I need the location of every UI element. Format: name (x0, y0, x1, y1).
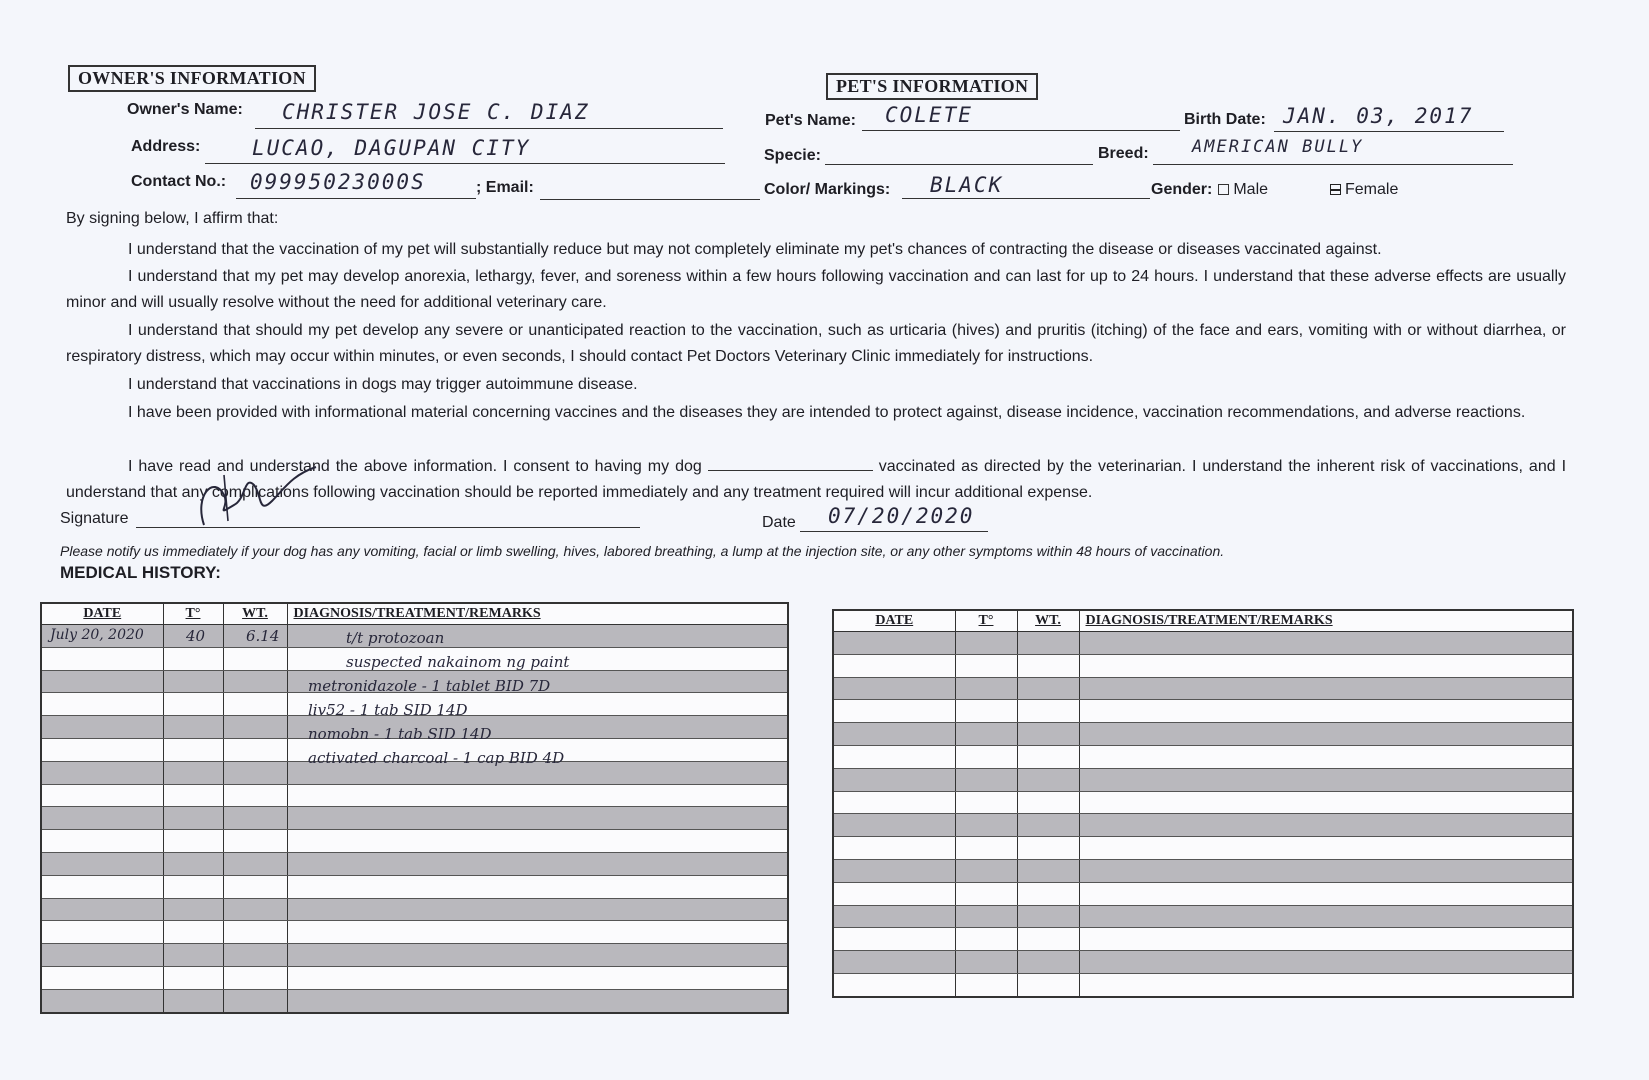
table-row (41, 830, 788, 853)
table-cell[interactable] (163, 898, 223, 921)
table-cell[interactable] (287, 784, 788, 807)
table-cell[interactable] (41, 944, 163, 967)
table-cell[interactable] (955, 768, 1017, 791)
table-row (833, 677, 1573, 700)
table-cell[interactable] (955, 677, 1017, 700)
table-cell[interactable] (223, 761, 287, 784)
entry-remark-1: t/t protozoan (346, 629, 445, 647)
table-cell[interactable] (41, 966, 163, 989)
table-row (833, 837, 1573, 860)
specie-label: Specie: (764, 147, 821, 164)
table-row (41, 852, 788, 875)
gender-female-checkbox[interactable] (1330, 184, 1341, 195)
table-cell[interactable] (833, 654, 955, 677)
table-row (41, 966, 788, 989)
table-cell[interactable] (1079, 951, 1573, 974)
table-cell[interactable] (955, 723, 1017, 746)
col-date: DATE (41, 603, 163, 625)
consent-p5: I have been provided with informational material concerning vaccines and the diseases they are intended to protect against, disease incidence, vaccination recommendations, and adverse reactions. (128, 404, 1526, 421)
table-cell[interactable] (223, 807, 287, 830)
entry-date: July 20, 2020 (50, 627, 144, 643)
table-cell[interactable] (163, 784, 223, 807)
entry-remark-5: nomobn - 1 tab SID 14D (308, 725, 492, 743)
table-cell[interactable] (1079, 654, 1573, 677)
table-cell[interactable] (955, 951, 1017, 974)
table-cell[interactable] (1017, 723, 1079, 746)
breed-line[interactable] (1153, 164, 1513, 165)
table-row (833, 951, 1573, 974)
col-date-right: DATE (833, 610, 955, 632)
table-cell[interactable] (955, 814, 1017, 837)
specie-line[interactable] (825, 164, 1093, 165)
table-cell[interactable] (223, 989, 287, 1012)
table-cell[interactable] (1079, 837, 1573, 860)
table-cell[interactable] (833, 882, 955, 905)
table-cell[interactable] (955, 700, 1017, 723)
table-cell[interactable] (223, 830, 287, 853)
table-cell[interactable] (955, 928, 1017, 951)
table-row (41, 875, 788, 898)
table-row (833, 882, 1573, 905)
table-cell[interactable] (955, 905, 1017, 928)
table-cell[interactable] (163, 807, 223, 830)
color-markings-label: Color/ Markings: (764, 181, 891, 198)
consent-p3: I understand that should my pet develop any severe or unanticipated reaction to the vaccination, such as urticaria (hives) and pruritis (itching) of the face and ears, vomiting with or without diarrhea, or respiratory distress, which may occur within minutes, or even seconds, I should contact Pet Doctors Veterinary Clinic immediately for instructions. (66, 322, 1566, 365)
table-cell[interactable] (833, 928, 955, 951)
pet-name-value: COLETE (885, 103, 973, 127)
table-cell[interactable] (223, 875, 287, 898)
table-cell[interactable] (223, 966, 287, 989)
signature-label: Signature (60, 510, 129, 527)
table-cell[interactable] (287, 966, 788, 989)
table-row (833, 632, 1573, 655)
birth-date-value: JAN. 03, 2017 (1283, 104, 1474, 128)
birth-date-label: Birth Date: (1184, 111, 1266, 128)
table-cell[interactable] (163, 716, 223, 739)
table-cell[interactable] (833, 632, 955, 655)
table-cell[interactable] (163, 670, 223, 693)
table-cell[interactable] (1017, 677, 1079, 700)
col-weight-right: WT. (1017, 610, 1079, 632)
medical-history-table-right (832, 609, 1574, 998)
entry-temp: 40 (186, 627, 206, 645)
pet-name-line[interactable] (862, 130, 1180, 131)
table-cell[interactable] (1017, 654, 1079, 677)
contact-value: 09995023000S (250, 170, 426, 194)
table-cell[interactable] (41, 989, 163, 1012)
gender-label: Gender: (1151, 181, 1213, 198)
table-cell[interactable] (833, 745, 955, 768)
consent-p6-a: I have read and understand the above information. I consent to having my dog (128, 458, 702, 475)
date-value: 07/20/2020 (828, 504, 975, 528)
table-cell[interactable] (287, 830, 788, 853)
breed-value: AMERICAN BULLY (1192, 137, 1364, 157)
address-line[interactable] (205, 163, 725, 164)
address-label: Address: (131, 138, 201, 155)
table-cell[interactable] (223, 921, 287, 944)
table-cell[interactable] (223, 738, 287, 761)
table-cell[interactable] (955, 882, 1017, 905)
table-cell[interactable] (287, 852, 788, 875)
table-cell[interactable] (163, 875, 223, 898)
table-cell[interactable] (287, 807, 788, 830)
table-cell[interactable] (833, 791, 955, 814)
dog-name-blank[interactable] (708, 456, 873, 471)
table-cell[interactable] (41, 738, 163, 761)
table-cell[interactable] (163, 830, 223, 853)
email-label: ; Email: (476, 179, 534, 196)
color-markings-line[interactable] (902, 198, 1150, 199)
table-cell[interactable] (1017, 973, 1079, 996)
table-cell[interactable] (1017, 905, 1079, 928)
entry-weight: 6.14 (246, 627, 280, 645)
table-cell[interactable] (223, 716, 287, 739)
pet-name-label: Pet's Name: (765, 112, 856, 129)
table-cell[interactable] (833, 859, 955, 882)
table-row (833, 723, 1573, 746)
owner-section-title: OWNER'S INFORMATION (68, 65, 316, 92)
col-temp: T° (163, 603, 223, 625)
table-cell[interactable] (1017, 837, 1079, 860)
table-cell[interactable] (223, 693, 287, 716)
table-cell[interactable] (833, 905, 955, 928)
table-cell[interactable] (163, 738, 223, 761)
table-cell[interactable] (1017, 814, 1079, 837)
table-cell[interactable] (163, 647, 223, 670)
table-row (833, 859, 1573, 882)
table-cell[interactable] (1079, 928, 1573, 951)
gender-female-label: Female (1345, 181, 1399, 198)
color-markings-value: BLACK (930, 173, 1004, 197)
table-cell[interactable] (1079, 859, 1573, 882)
table-cell[interactable] (955, 745, 1017, 768)
table-cell[interactable] (163, 761, 223, 784)
table-cell[interactable] (1017, 928, 1079, 951)
table-cell[interactable] (955, 837, 1017, 860)
table-cell[interactable] (41, 716, 163, 739)
pet-section-title: PET'S INFORMATION (826, 73, 1038, 100)
table-cell[interactable] (223, 670, 287, 693)
table-row (833, 928, 1573, 951)
col-temp-right: T° (955, 610, 1017, 632)
table-cell[interactable] (41, 898, 163, 921)
col-weight: WT. (223, 603, 287, 625)
signature-scribble (184, 455, 324, 535)
table-cell[interactable] (287, 944, 788, 967)
table-row (833, 745, 1573, 768)
consent-p2: I understand that my pet may develop anorexia, lethargy, fever, and soreness within a few hours following vaccination and can last for up to 24 hours. I understand that these adverse effects are usually minor and will usually resolve without the need for additional veterinary care. (66, 268, 1566, 311)
table-cell[interactable] (833, 723, 955, 746)
table-cell[interactable] (1079, 814, 1573, 837)
consent-p4: I understand that vaccinations in dogs may trigger autoimmune disease. (128, 376, 638, 393)
table-cell[interactable] (1079, 905, 1573, 928)
gender-male-label: Male (1233, 181, 1269, 198)
table-cell[interactable] (223, 852, 287, 875)
table-cell[interactable] (163, 989, 223, 1012)
address-value: LUCAO, DAGUPAN CITY (252, 136, 531, 160)
table-cell[interactable] (41, 807, 163, 830)
table-cell[interactable] (1017, 700, 1079, 723)
table-cell[interactable] (833, 677, 955, 700)
table-cell[interactable] (287, 989, 788, 1012)
table-cell[interactable] (833, 768, 955, 791)
table-cell[interactable] (1079, 700, 1573, 723)
table-cell[interactable] (41, 784, 163, 807)
table-cell[interactable] (1079, 882, 1573, 905)
table-cell[interactable] (833, 973, 955, 996)
table-cell[interactable] (833, 700, 955, 723)
table-cell[interactable] (955, 859, 1017, 882)
table-row (833, 654, 1573, 677)
table-cell[interactable] (1017, 882, 1079, 905)
table-cell[interactable] (287, 875, 788, 898)
consent-p1: I understand that the vaccination of my pet will substantially reduce but may not completely eliminate my pet's chances of contracting the disease or diseases vaccinated against. (128, 241, 1382, 258)
table-cell[interactable] (41, 875, 163, 898)
entry-remark-4: liv52 - 1 tab SID 14D (308, 701, 468, 719)
table-cell[interactable] (287, 921, 788, 944)
breed-label: Breed: (1098, 145, 1149, 162)
table-row (833, 905, 1573, 928)
table-row (833, 791, 1573, 814)
table-cell[interactable] (41, 852, 163, 875)
col-remarks-right: DIAGNOSIS/TREATMENT/REMARKS (1079, 610, 1573, 632)
table-cell[interactable] (41, 830, 163, 853)
table-row (41, 784, 788, 807)
table-cell[interactable] (1017, 632, 1079, 655)
table-cell[interactable] (1079, 791, 1573, 814)
table-cell[interactable] (833, 837, 955, 860)
owner-name-label: Owner's Name: (127, 101, 243, 118)
table-cell[interactable] (41, 670, 163, 693)
table-cell[interactable] (163, 693, 223, 716)
gender-male-checkbox[interactable] (1218, 184, 1229, 195)
table-cell[interactable] (1017, 791, 1079, 814)
col-remarks: DIAGNOSIS/TREATMENT/REMARKS (287, 603, 788, 625)
gender-field (1151, 181, 1268, 199)
table-cell[interactable] (955, 654, 1017, 677)
gender-female-field (1330, 181, 1398, 199)
table-cell[interactable] (1017, 951, 1079, 974)
table-cell[interactable] (287, 898, 788, 921)
medical-history-title: MEDICAL HISTORY: (60, 563, 221, 582)
entry-remark-3: metronidazole - 1 tablet BID 7D (308, 677, 551, 695)
table-cell[interactable] (1079, 632, 1573, 655)
table-cell[interactable] (163, 944, 223, 967)
table-cell[interactable] (955, 791, 1017, 814)
owner-name-value: CHRISTER JOSE C. DIAZ (282, 100, 590, 124)
table-cell[interactable] (833, 951, 955, 974)
table-cell[interactable] (163, 966, 223, 989)
table-cell[interactable] (833, 814, 955, 837)
consent-p6-b: vaccinated as directed by the veterinarian. I understand the inherent risk of vaccinations, and I understand that any complications following vaccination should be reported immediately and any treatment required will incur additional expense. (66, 458, 1567, 501)
table-cell[interactable] (955, 632, 1017, 655)
table-cell[interactable] (1079, 723, 1573, 746)
vaccination-notice: Please notify us immediately if your dog has any vomiting, facial or limb swelling, hives, labored breathing, a lump at the injection site, or any other symptoms within 48 hours of vaccination. (60, 543, 1225, 559)
table-row (833, 973, 1573, 996)
table-cell[interactable] (163, 921, 223, 944)
table-row (41, 807, 788, 830)
table-row (41, 921, 788, 944)
contact-line[interactable] (236, 198, 476, 199)
table-cell[interactable] (1079, 745, 1573, 768)
table-cell[interactable] (41, 921, 163, 944)
table-cell[interactable] (163, 852, 223, 875)
table-row (833, 768, 1573, 791)
contact-label: Contact No.: (131, 173, 227, 190)
table-cell[interactable] (955, 973, 1017, 996)
table-cell[interactable] (1079, 677, 1573, 700)
table-row (41, 989, 788, 1012)
table-row (833, 700, 1573, 723)
table-cell[interactable] (1079, 768, 1573, 791)
date-label: Date (762, 514, 796, 531)
table-row (41, 898, 788, 921)
table-cell[interactable] (1017, 745, 1079, 768)
table-cell[interactable] (223, 944, 287, 967)
table-row (833, 814, 1573, 837)
entry-remark-2: suspected nakainom ng paint (346, 653, 570, 671)
table-cell[interactable] (1079, 973, 1573, 996)
birth-date-line[interactable] (1274, 131, 1504, 132)
table-cell[interactable] (41, 647, 163, 670)
table-cell[interactable] (223, 784, 287, 807)
email-line[interactable] (540, 199, 760, 200)
table-row (41, 944, 788, 967)
table-cell[interactable] (223, 898, 287, 921)
table-cell[interactable] (223, 647, 287, 670)
table-cell[interactable] (41, 761, 163, 784)
table-cell[interactable] (1017, 768, 1079, 791)
table-cell[interactable] (41, 693, 163, 716)
entry-remark-6: activated charcoal - 1 cap BID 4D (308, 749, 565, 767)
owner-name-line[interactable] (255, 128, 723, 129)
consent-intro: By signing below, I affirm that: (66, 210, 279, 227)
date-line[interactable] (800, 531, 988, 532)
table-cell[interactable] (1017, 859, 1079, 882)
